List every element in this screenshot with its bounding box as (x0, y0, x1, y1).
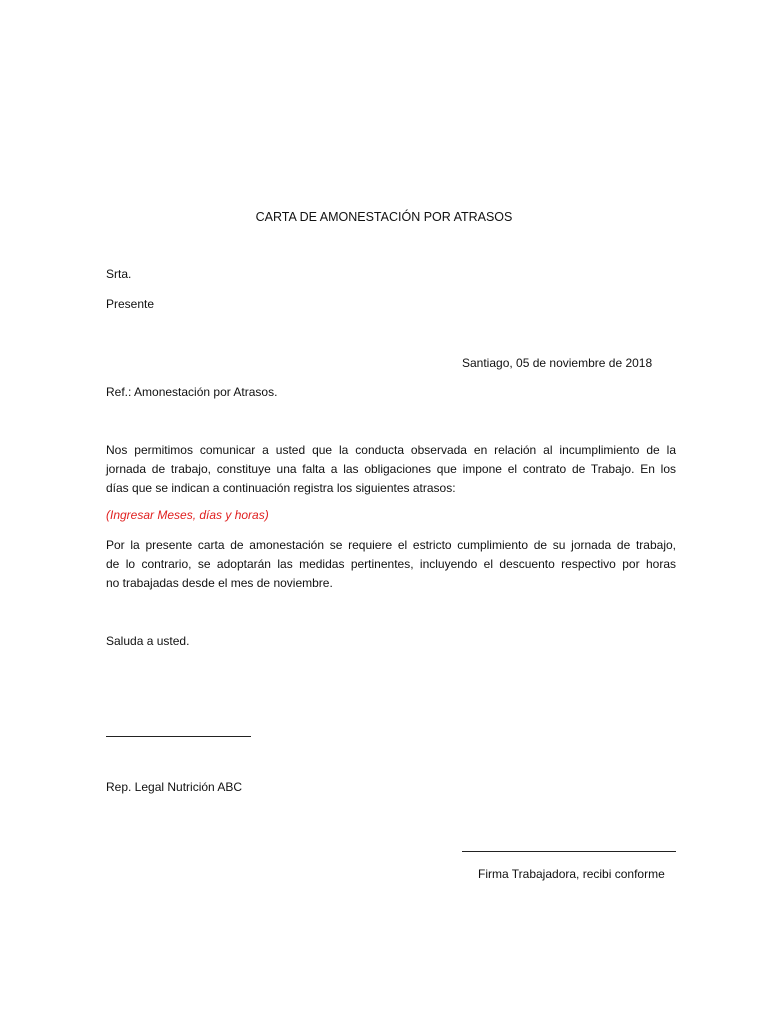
paragraph-2-line-1: Por la presente carta de amonestación se requiere el estricto cumplimiento de su jornada de trabajo, (106, 538, 676, 552)
presente-label: Presente (106, 297, 155, 311)
paragraph-2-line-3: no trabajadas desde el mes de noviembre. (106, 576, 333, 590)
body-paragraph-2 (106, 536, 676, 593)
letter-title: CARTA DE AMONESTACIÓN POR ATRASOS (255, 210, 513, 224)
body-paragraph-1 (106, 441, 676, 498)
signature-line-right (462, 851, 676, 852)
paragraph-2-line-2: de lo contrario, se adoptarán las medidas pertinentes, incluyendo el descuento respectivo por horas (106, 557, 676, 571)
paragraph-1-line-1: Nos permitimos comunicar a usted que la conducta observada en relación al incumplimiento de la (106, 443, 676, 457)
signature-label-right: Firma Trabajadora, recibi conforme (478, 867, 665, 881)
signature-line-left (106, 736, 251, 737)
paragraph-1-line-2: jornada de trabajo, constituye una falta a las obligaciones que impone el contrato de Trabajo. En los (106, 462, 676, 476)
closing-line: Saluda a usted. (106, 634, 190, 648)
paragraph-1-line-3: días que se indican a continuación registra los siguientes atrasos: (106, 481, 456, 495)
reference-line: Ref.: Amonestación por Atrasos. (106, 385, 278, 399)
letter-date: Santiago, 05 de noviembre de 2018 (462, 356, 653, 370)
placeholder-text: (Ingresar Meses, días y horas) (106, 508, 269, 522)
recipient-salutation: Srta. (106, 267, 132, 281)
signature-label-left: Rep. Legal Nutrición ABC (106, 780, 243, 794)
